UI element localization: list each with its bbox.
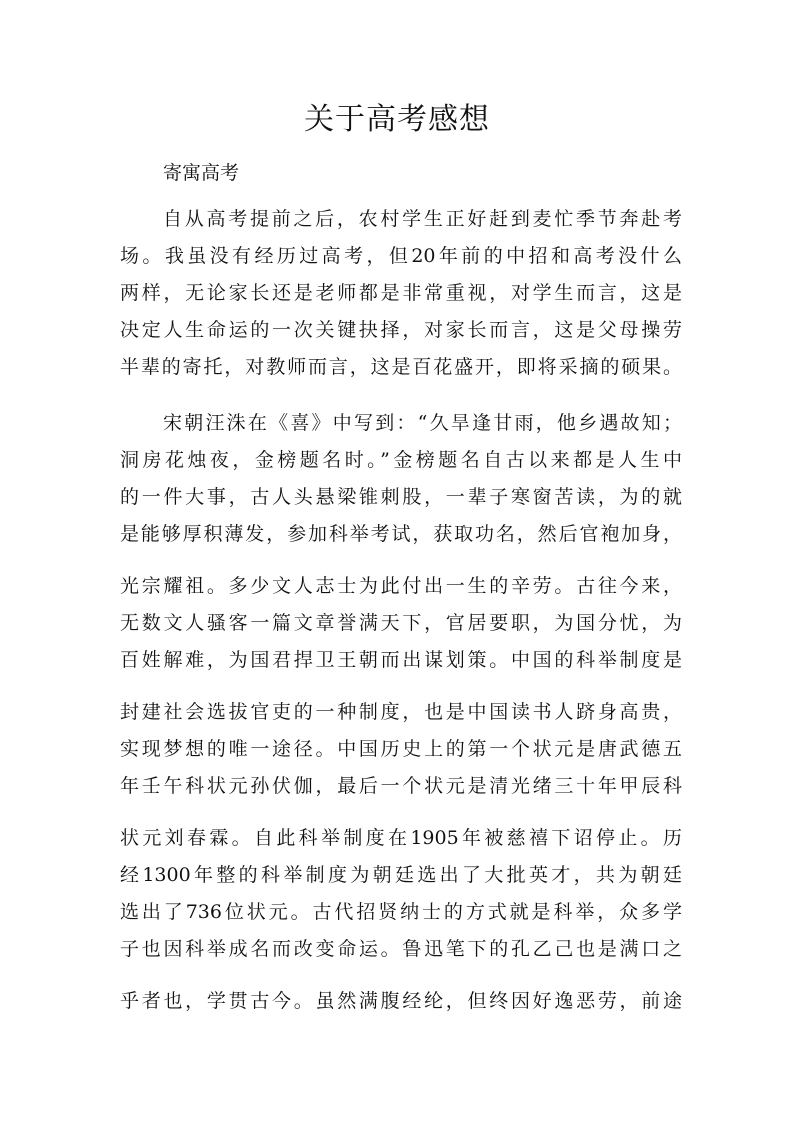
paragraph-line: 封建社会选拔官吏的一种制度，也是中国读书人跻身高贵， xyxy=(120,701,682,723)
paragraph-line: 宋朝汪洙在《喜》中写到：“久旱逢甘雨，他乡遇故知； xyxy=(163,412,682,434)
paragraph-line: 无数文人骚客一篇文章誉满天下，官居要职，为国分忧，为 xyxy=(120,612,682,634)
paragraph-line: 年壬午科状元孙伏伽，最后一个状元是清光绪三十年甲辰科 xyxy=(120,775,682,797)
paragraph-line: 自从高考提前之后，农村学生正好赶到麦忙季节奔赴考 xyxy=(163,208,682,230)
paragraph-line: 半辈的寄托，对教师而言，这是百花盛开，即将采摘的硕果。 xyxy=(120,356,682,378)
paragraph-line: 状元刘春霖。自此科举制度在1905年被慈禧下诏停止。历 xyxy=(120,827,682,849)
paragraph-line: 是能够厚积薄发，参加科举考试，获取功名，然后官袍加身， xyxy=(120,523,682,545)
paragraph-line: 实现梦想的唯一途径。中国历史上的第一个状元是唐武德五 xyxy=(120,738,682,760)
paragraph-line: 光宗耀祖。多少文人志士为此付出一生的辛劳。古往今来， xyxy=(120,575,682,597)
paragraph-line: 两样，无论家长还是老师都是非常重视，对学生而言，这是 xyxy=(120,282,682,304)
paragraph-line: 场。我虽没有经历过高考，但20年前的中招和高考没什么 xyxy=(120,245,682,267)
document-subtitle: 寄寓高考 xyxy=(163,162,240,184)
paragraph-line: 决定人生命运的一次关键抉择，对家长而言，这是父母操劳 xyxy=(120,319,682,341)
paragraph-line: 选出了736位状元。古代招贤纳士的方式就是科举，众多学 xyxy=(120,901,682,923)
paragraph-line: 百姓解难，为国君捍卫王朝而出谋划策。中国的科举制度是 xyxy=(120,649,682,671)
paragraph-line: 经1300年整的科举制度为朝廷选出了大批英才，共为朝廷 xyxy=(120,864,682,886)
paragraph-line: 乎者也，学贯古今。虽然满腹经纶，但终因好逸恶劳，前途 xyxy=(120,990,682,1012)
paragraph-line: 子也因科举成名而改变命运。鲁迅笔下的孔乙己也是满口之 xyxy=(120,938,682,960)
paragraph-line: 洞房花烛夜，金榜题名时。”金榜题名自古以来都是人生中 xyxy=(120,449,682,471)
paragraph-line: 的一件大事，古人头悬梁锥刺股，一辈子寒窗苦读，为的就 xyxy=(120,486,682,508)
document-title: 关于高考感想 xyxy=(304,102,490,137)
